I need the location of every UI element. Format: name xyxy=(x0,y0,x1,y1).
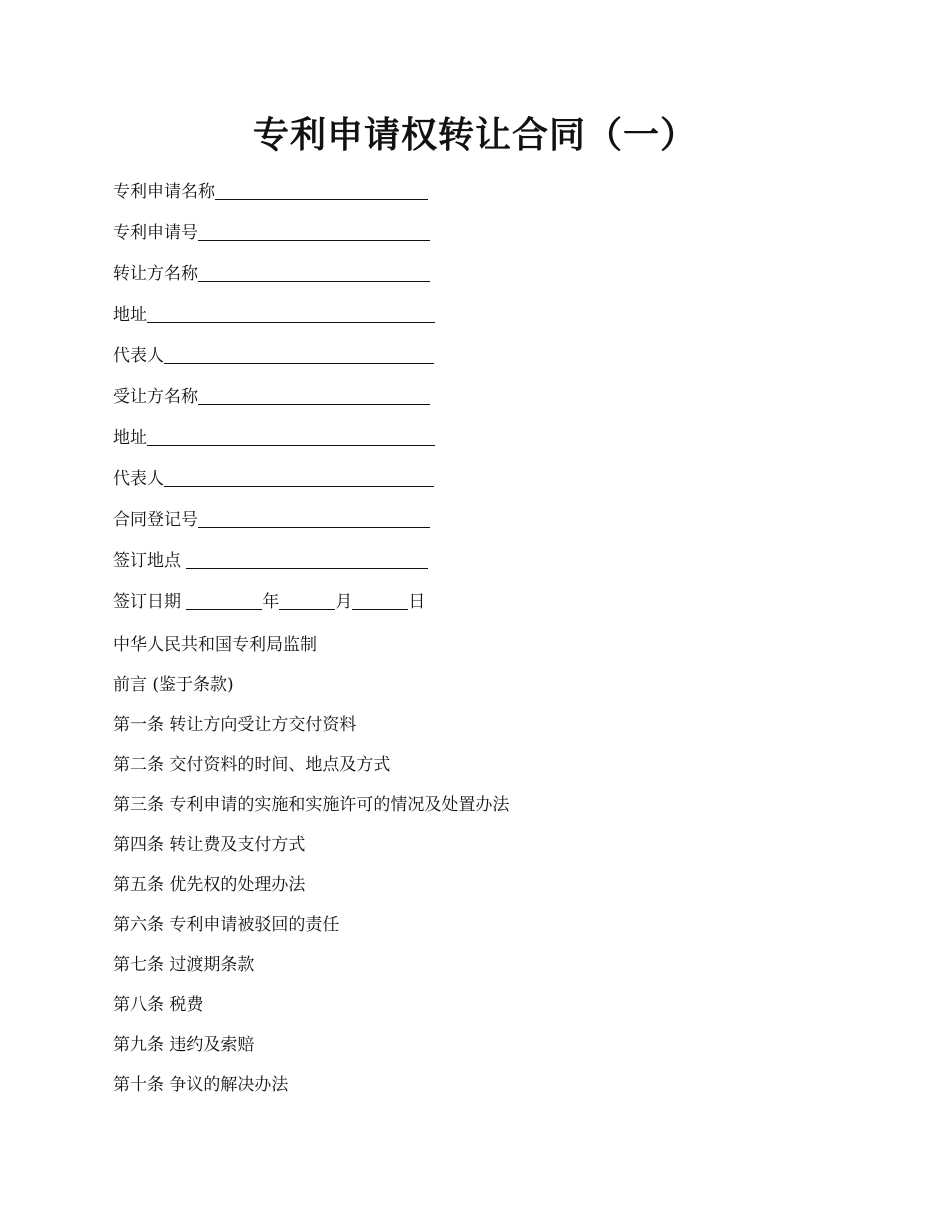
field-label: 签订地点 xyxy=(113,551,181,571)
field-contract-registration-number xyxy=(113,505,813,546)
field-label: 专利申请号 xyxy=(113,223,198,243)
article-10: 第十条 争议的解决办法 xyxy=(113,1075,289,1095)
contract-info-fields xyxy=(113,177,813,628)
field-transferor-address xyxy=(113,300,813,341)
blank-line xyxy=(198,259,430,282)
field-label: 合同登记号 xyxy=(113,510,198,530)
article-1: 第一条 转让方向受让方交付资料 xyxy=(113,715,357,735)
field-patent-application-name xyxy=(113,177,813,218)
field-label: 代表人 xyxy=(113,469,164,489)
article-5: 第五条 优先权的处理办法 xyxy=(113,875,306,895)
field-label: 受让方名称 xyxy=(113,387,198,407)
supervisor-note: 中华人民共和国专利局监制 xyxy=(113,635,317,655)
contract-outline xyxy=(113,631,873,1111)
article-7: 第七条 过渡期条款 xyxy=(113,955,255,975)
field-label: 代表人 xyxy=(113,346,164,366)
article-9: 第九条 违约及索赔 xyxy=(113,1035,255,1055)
field-label: 地址 xyxy=(113,305,147,325)
article-4: 第四条 转让费及支付方式 xyxy=(113,835,306,855)
field-transferee-address xyxy=(113,423,813,464)
field-transferor-representative xyxy=(113,341,813,382)
day-label: 日 xyxy=(408,592,426,612)
blank-line xyxy=(198,505,430,528)
month-label: 月 xyxy=(335,592,353,612)
day-blank-line xyxy=(352,587,408,610)
field-transferor-name xyxy=(113,259,813,300)
field-label: 转让方名称 xyxy=(113,264,198,284)
field-patent-application-number xyxy=(113,218,813,259)
blank-line xyxy=(198,382,430,405)
article-2: 第二条 交付资料的时间、地点及方式 xyxy=(113,755,391,775)
blank-line xyxy=(147,423,435,446)
blank-line xyxy=(164,464,434,487)
document-title: 专利申请权转让合同（一） xyxy=(252,114,697,156)
blank-line xyxy=(215,177,428,200)
date-label: 签订日期 xyxy=(113,592,181,612)
field-signing-place xyxy=(113,546,813,587)
blank-line xyxy=(147,300,435,323)
year-label: 年 xyxy=(262,592,280,612)
article-6: 第六条 专利申请被驳回的责任 xyxy=(113,915,340,935)
article-3: 第三条 专利申请的实施和实施许可的情况及处置办法 xyxy=(113,795,510,815)
field-signing-date xyxy=(113,587,813,628)
year-blank-line xyxy=(186,587,262,610)
field-label: 地址 xyxy=(113,428,147,448)
blank-line xyxy=(164,341,434,364)
field-label: 专利申请名称 xyxy=(113,182,215,202)
blank-line xyxy=(198,218,430,241)
month-blank-line xyxy=(279,587,335,610)
article-8: 第八条 税费 xyxy=(113,995,204,1015)
blank-line xyxy=(186,546,428,569)
field-transferee-name xyxy=(113,382,813,423)
preface-line: 前言 (鉴于条款) xyxy=(113,675,234,695)
field-transferee-representative xyxy=(113,464,813,505)
